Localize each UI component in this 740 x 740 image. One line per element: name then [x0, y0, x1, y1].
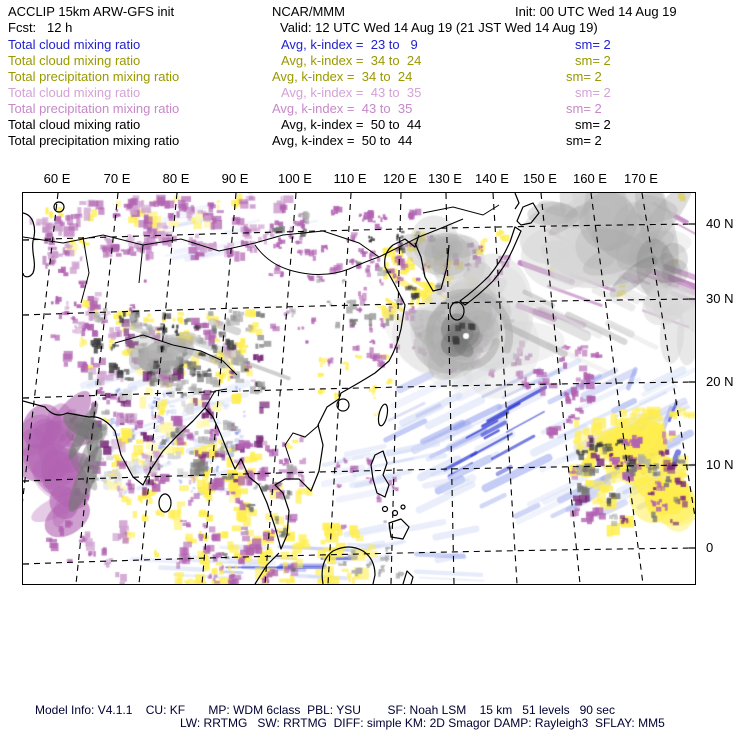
lat-tick: 40 N [706, 216, 734, 231]
coastlines-graticule-layer [23, 193, 695, 584]
legend-kindex: Avg, k-index = 50 to 44 [281, 117, 422, 132]
legend-label: Total precipitation mixing ratio [8, 101, 180, 116]
model-info-line2: LW: RRTMG SW: RRTMG DIFF: simple KM: 2D Smagor DAMP: Rayleigh3 SFLAY: MM5 [180, 716, 665, 730]
legend-sm: sm= 2 [575, 37, 611, 52]
legend-row [0, 53, 740, 69]
lon-tick: 130 E [428, 171, 462, 186]
legend-kindex: Avg, k-index = 43 to 35 [281, 85, 422, 100]
lon-tick: 120 E [383, 171, 417, 186]
legend-row [0, 37, 740, 53]
legend-label: Total cloud mixing ratio [8, 117, 141, 132]
lat-tick: 30 N [706, 291, 734, 306]
init-time: Init: 00 UTC Wed 14 Aug 19 [515, 4, 677, 19]
legend-kindex: Avg, k-index = 43 to 35 [272, 101, 413, 116]
legend-row [0, 133, 740, 149]
legend-sm: sm= 2 [566, 101, 602, 116]
lon-tick: 70 E [103, 171, 131, 186]
fcst-hour: Fcst: 12 h [8, 20, 73, 35]
lon-tick: 170 E [624, 171, 658, 186]
model-info-line1: Model Info: V4.1.1 CU: KF MP: WDM 6class PBL: YSU SF: Noah LSM 15 km 51 levels 90 sec [35, 703, 615, 717]
center-title: NCAR/MMM [272, 4, 345, 19]
legend-sm: sm= 2 [566, 133, 602, 148]
lon-tick: 140 E [475, 171, 509, 186]
axis-tick-marks [23, 224, 695, 564]
lon-tick: 150 E [523, 171, 557, 186]
legend-row [0, 69, 740, 85]
lon-tick: 80 E [162, 171, 190, 186]
country-borders [23, 205, 499, 463]
legend-kindex: Avg, k-index = 50 to 44 [272, 133, 413, 148]
lat-tick: 0 [706, 540, 714, 555]
legend-label: Total precipitation mixing ratio [8, 133, 180, 148]
legend-row [0, 117, 740, 133]
graticule-lat-lines [23, 224, 695, 564]
legend-kindex: Avg, k-index = 34 to 24 [281, 53, 422, 68]
map-panel [22, 192, 696, 585]
legend-sm: sm= 2 [566, 69, 602, 84]
graticule-lon-lines [23, 193, 695, 584]
lon-tick: 100 E [278, 171, 312, 186]
lat-tick: 10 N [706, 457, 734, 472]
legend-row [0, 85, 740, 101]
legend-sm: sm= 2 [575, 85, 611, 100]
valid-time: Valid: 12 UTC Wed 14 Aug 19 (21 JST Wed 14 Aug 19) [280, 20, 598, 35]
legend-kindex: Avg, k-index = 23 to 9 [281, 37, 418, 52]
legend-row [0, 101, 740, 117]
legend-label: Total cloud mixing ratio [8, 53, 141, 68]
legend-sm: sm= 2 [575, 53, 611, 68]
legend-label: Total cloud mixing ratio [8, 37, 141, 52]
lon-tick: 160 E [573, 171, 607, 186]
plot-title: ACCLIP 15km ARW-GFS init [8, 4, 175, 19]
lon-tick: 90 E [221, 171, 249, 186]
lat-tick: 20 N [706, 374, 734, 389]
coastlines [23, 193, 539, 584]
legend-label: Total precipitation mixing ratio [8, 69, 180, 84]
legend-sm: sm= 2 [575, 117, 611, 132]
lon-tick: 60 E [43, 171, 71, 186]
legend-kindex: Avg, k-index = 34 to 24 [272, 69, 413, 84]
lon-tick: 110 E [333, 171, 367, 186]
legend-label: Total cloud mixing ratio [8, 85, 141, 100]
